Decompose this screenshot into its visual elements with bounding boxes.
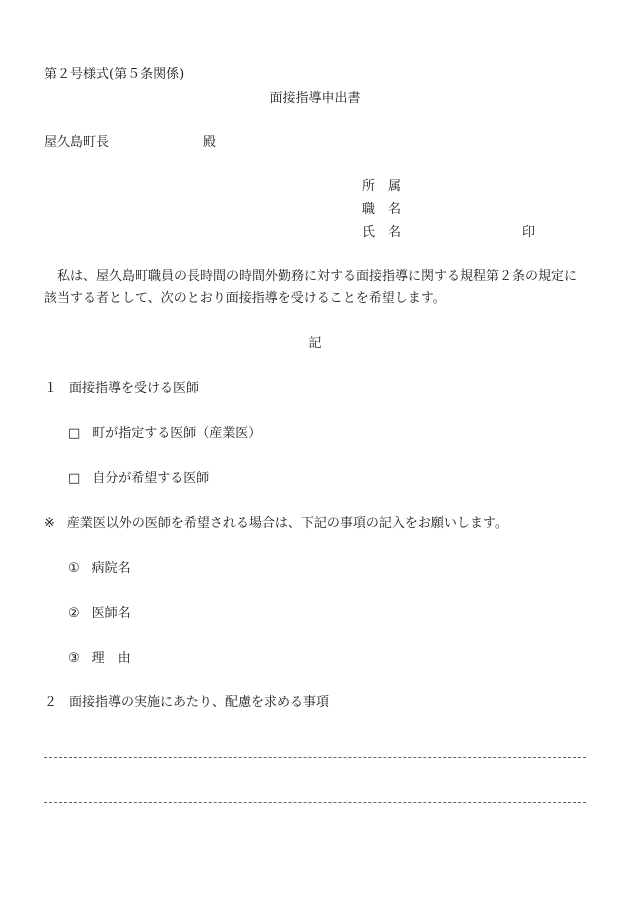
item-1-label: 面接指導を受ける医師 bbox=[69, 381, 200, 396]
body-paragraph: 私は、屋久島町職員の長時間の時間外勤務に対する面接指導に関する規程第２条の規定に該当する者として、次のとおり面接指導を受けることを希望します。 bbox=[44, 269, 578, 306]
item-1-number: １ bbox=[44, 381, 58, 396]
field-hospital-name bbox=[68, 560, 131, 578]
option-label: 町が指定する医師（産業医） bbox=[92, 426, 262, 441]
field-label: 医師名 bbox=[91, 606, 131, 621]
item-1 bbox=[44, 380, 199, 398]
item-2 bbox=[44, 694, 329, 712]
name-label: 氏 名 bbox=[362, 225, 402, 240]
addressee-name: 屋久島町長 bbox=[44, 135, 110, 150]
note-line bbox=[44, 515, 508, 533]
item-2-label: 面接指導の実施にあたり、配慮を求める事項 bbox=[69, 695, 330, 710]
option-designated-doctor[interactable] bbox=[68, 425, 261, 443]
writing-line-1 bbox=[44, 757, 586, 758]
affiliation-label: 所 属 bbox=[362, 179, 402, 194]
document-title: 面接指導申出書 bbox=[269, 91, 361, 106]
field-number: ① bbox=[68, 561, 80, 576]
field-reason bbox=[68, 650, 131, 668]
field-number: ③ bbox=[68, 651, 80, 666]
checkbox-icon[interactable]: □ bbox=[68, 426, 81, 441]
option-preferred-doctor[interactable] bbox=[68, 470, 209, 488]
item-2-number: ２ bbox=[44, 695, 58, 710]
field-number: ② bbox=[68, 606, 80, 621]
addressee-honorific: 殿 bbox=[203, 135, 217, 150]
field-doctor-name bbox=[68, 605, 131, 623]
position-label: 職 名 bbox=[362, 202, 402, 217]
record-heading: 記 bbox=[308, 336, 322, 351]
seal-mark: 印 bbox=[522, 225, 536, 240]
form-number: 第２号様式(第５条関係) bbox=[44, 67, 185, 82]
checkbox-icon[interactable]: □ bbox=[68, 471, 81, 486]
note-text: 産業医以外の医師を希望される場合は、下記の事項の記入をお願いします。 bbox=[66, 516, 508, 531]
option-label: 自分が希望する医師 bbox=[92, 471, 210, 486]
note-mark: ※ bbox=[44, 516, 55, 531]
field-label: 理 由 bbox=[91, 651, 131, 666]
field-label: 病院名 bbox=[91, 561, 131, 576]
writing-line-2 bbox=[44, 802, 586, 803]
